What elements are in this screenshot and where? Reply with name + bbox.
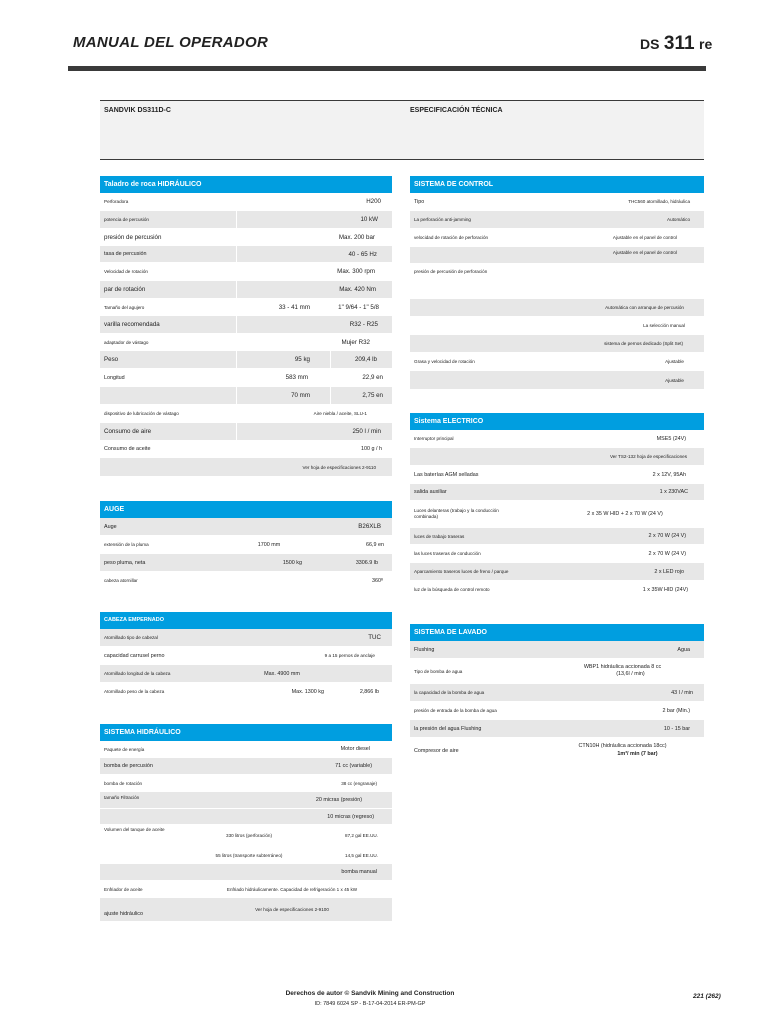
row-value: Ver TS2-132 hoja de especificaciones: [609, 454, 687, 459]
table-row: [410, 193, 704, 211]
section-title: CABEZA EMPERNADO: [100, 612, 392, 629]
table-row: [100, 741, 392, 758]
row-value: 1 x 35W HID (24V): [642, 586, 688, 593]
row-label: par de rotación: [104, 286, 146, 293]
row-value-metric: 95 kg: [294, 356, 310, 363]
machine-name: SANDVIK DS311D-C: [104, 107, 171, 114]
row-label: Tipo de bomba de agua: [414, 668, 463, 674]
row-label: Las baterías AGM selladas: [414, 471, 479, 478]
row-label: Tamaño del agujero: [104, 304, 145, 310]
table-row: [100, 864, 392, 881]
section-auge: [100, 501, 392, 590]
row-label: capacidad carrusel perno: [104, 652, 165, 659]
row-value: Ajustable: [665, 377, 684, 383]
table-row: [410, 448, 704, 466]
table-row: [410, 702, 704, 720]
table-row: [410, 720, 704, 738]
section-title: SISTEMA HIDRÁULICO: [100, 724, 392, 741]
row-label: [414, 335, 549, 352]
document-title: MANUAL DEL OPERADOR: [73, 34, 269, 51]
table-row: [100, 554, 392, 572]
table-row: [410, 264, 704, 299]
row-value: B26XLB: [358, 523, 381, 530]
row-value: THC560 atornillado, hidráulica: [628, 199, 690, 204]
spec-header-band: [100, 100, 704, 160]
row-value-imperial: 209,4 lb: [354, 356, 377, 363]
row-value-imperial: 2,866 lb: [359, 688, 379, 695]
table-row: [100, 263, 392, 281]
row-value: Max. 420 Nm: [339, 286, 376, 293]
row-label: Interruptor principal: [414, 436, 454, 441]
row-value: [550, 264, 680, 298]
table-row: [410, 659, 704, 684]
row-label: varilla recomendada: [104, 321, 160, 328]
row-label: [104, 458, 234, 476]
row-value: 250 l / min: [352, 428, 381, 435]
row-value: MSE5 (24V): [656, 435, 686, 442]
row-value: 2 x 70 W (24 V): [648, 550, 686, 557]
row-value: 1 x 230VAC: [659, 489, 688, 495]
row-label: peso pluma, neta: [104, 559, 146, 566]
row-label: bomba de rotación: [104, 780, 143, 786]
table-row: [100, 775, 392, 792]
table-row: [100, 423, 392, 441]
row-value: Automática con arranque de percusión: [605, 305, 684, 310]
table-row: [410, 484, 704, 501]
row-label: ajuste hidráulico: [104, 911, 143, 917]
section-lavado: [410, 624, 704, 764]
row-value: Max. 200 bar: [338, 233, 375, 241]
row-label: Consumo de aire: [104, 428, 152, 435]
row-value-metric: 1700 mm: [257, 541, 281, 548]
table-row: [100, 299, 392, 316]
table-row: [410, 335, 704, 353]
table-row: [410, 684, 704, 702]
row-value: La selección manual: [643, 323, 685, 328]
row-value-secondary: 1m³/ min (7 bar): [617, 750, 658, 757]
table-row: [100, 458, 392, 477]
row-value: 40 - 65 Hz: [348, 250, 377, 258]
row-label: dispositivo de lubricación de vástago: [104, 411, 179, 416]
row-label: bomba de percusión: [104, 763, 153, 769]
section-title: SISTEMA DE LAVADO: [410, 624, 704, 641]
table-row: [100, 758, 392, 775]
row-label: Consumo de aceite: [104, 446, 151, 452]
row-value-group: [550, 738, 695, 763]
model-label: [640, 33, 712, 55]
row-value: Ajustable: [665, 359, 684, 364]
table-row: [410, 430, 704, 448]
table-row: [100, 405, 392, 423]
row-value: 43 l / min: [671, 689, 693, 696]
row-label: Atornillado peso de la cabeza: [104, 689, 165, 694]
row-value: 2 x 70 W (24 V): [648, 533, 686, 539]
table-row: [100, 369, 392, 387]
table-row: [100, 316, 392, 334]
model-prefix: DS: [640, 36, 660, 52]
table-row: [100, 211, 392, 229]
row-value: 360º: [372, 577, 383, 584]
row-label: luces de trabajo traseras: [414, 533, 465, 539]
table-row: [410, 528, 704, 545]
row-label: [104, 864, 192, 880]
section-title: Sistema ELECTRICO: [410, 413, 704, 430]
row-label: Compresor de aire: [414, 747, 459, 754]
table-row: [100, 441, 392, 458]
table-row: [100, 229, 392, 246]
row-label: extensión de la pluma: [104, 542, 149, 547]
row-value: CTN10H (hidráulica accionada 18cc): [578, 742, 667, 749]
row-label: Velocidad de rotación: [104, 269, 148, 274]
row-value-secondary: (13,6l / min): [616, 671, 645, 677]
row-value: 10 - 15 bar: [663, 725, 690, 732]
row-value: 20 micras (presión): [315, 797, 362, 803]
row-value: Motor diesel: [340, 746, 370, 752]
row-value: 9 a 15 pernos de anclaje: [324, 653, 375, 658]
row-label: [414, 247, 549, 263]
row-value: 71 cc (variable): [335, 763, 372, 769]
table-row: [410, 299, 704, 317]
row-label: adaptador de vástago: [104, 339, 149, 345]
row-value: Ajustable en el panel de control: [612, 250, 677, 255]
row-value: Agua: [677, 646, 690, 653]
row-label: tamaño Filtración: [104, 795, 140, 800]
row-value: Enfriado hidráulicamente. Capacidad de refrigeración 1 x 45 kW: [226, 886, 358, 892]
row-value: 10 kW: [360, 216, 378, 223]
row-value-metric: 330 litros (perforación): [226, 833, 272, 838]
row-label: tasa de percusión: [104, 251, 147, 257]
table-row: [410, 738, 704, 764]
table-row: [100, 193, 392, 211]
table-row: [100, 647, 392, 665]
row-value: R32 - R25: [349, 321, 378, 328]
footer-copyright: Derechos de autor © Sandvik Mining and Construction: [285, 990, 455, 997]
table-row: [100, 536, 392, 554]
table-row: [410, 581, 704, 599]
row-label: luz de la búsqueda de control remoto: [414, 587, 490, 592]
row-label: [104, 809, 192, 824]
row-value: 2 x 35 W HID + 2 x 70 W (24 V): [587, 511, 663, 517]
table-row: [410, 353, 704, 371]
section-taladro: [100, 176, 392, 477]
row-label: Aparcamiento traseros luces de freno / parque: [414, 569, 509, 574]
row-value-group: [550, 659, 695, 683]
row-value-metric: 33 - 41 mm: [278, 303, 310, 311]
row-value-imperial: 1" 9/64 - 1" 5/8: [338, 303, 379, 311]
table-row: [100, 809, 392, 825]
row-value-metric: 1500 kg: [282, 559, 302, 566]
row-label: [414, 317, 549, 334]
row-value: WBP1 hidráulica accionada 8 cc: [583, 663, 662, 670]
table-row: [410, 545, 704, 563]
row-value-metric: 70 mm: [291, 392, 310, 399]
row-label: [104, 847, 192, 863]
table-row: [410, 229, 704, 247]
table-row: [100, 847, 392, 864]
table-row: [410, 501, 704, 528]
row-value: 10 micras (regreso): [327, 813, 374, 820]
row-label: Auge: [104, 523, 117, 530]
row-label: cabeza atornillar: [104, 578, 138, 583]
page-number: 221 (262): [693, 993, 721, 1000]
footer-doc-id: ID: 7849 6024 SP - B-17-04-2014 ER-PM-GP: [314, 1001, 426, 1007]
row-value: 2 x 12V, 95Ah: [652, 471, 686, 478]
row-label: [414, 371, 549, 389]
row-label: Grasa y velocidad de rotación: [414, 359, 475, 364]
row-value: sistema de pernos dedicado (Split Set): [604, 341, 683, 346]
row-value: Automático: [667, 217, 690, 222]
table-row: [100, 629, 392, 647]
section-cabeza: [100, 612, 392, 701]
row-value-metric: 583 mm: [285, 374, 308, 381]
table-row: [100, 334, 392, 351]
row-value: 2 bar (Min.): [662, 707, 690, 714]
row-value: Aire niebla / aceite, SLU-1: [313, 411, 367, 416]
row-label: potencia de percusión: [104, 217, 149, 222]
row-value-metric: 55 litros (transporte subterráneo): [215, 852, 283, 858]
row-label: Volumen del tanque de aceite: [104, 827, 165, 832]
table-row: [100, 351, 392, 369]
row-value: Mujer R32: [341, 338, 370, 346]
section-electrico: [410, 413, 704, 599]
header-divider: [68, 66, 706, 71]
row-value-imperial: 2,75 en: [362, 392, 383, 399]
row-label: [414, 299, 549, 316]
row-label: [104, 387, 234, 404]
row-value: 2 x LED rojo: [654, 568, 684, 575]
table-row: [410, 317, 704, 335]
section-title: SISTEMA DE CONTROL: [410, 176, 704, 193]
table-row: [410, 563, 704, 581]
row-label: la capacidad de la bomba de agua: [414, 690, 485, 695]
section-title: Taladro de roca HIDRÁULICO: [100, 176, 392, 193]
row-label: Atornillado tipo de cabezal: [104, 635, 158, 640]
row-label: [414, 448, 549, 465]
row-label: Flushing: [414, 646, 435, 653]
row-value: Ver hoja de especificaciones 2-9110: [302, 464, 376, 470]
table-row: [100, 898, 392, 922]
row-label: presión de percusión: [104, 233, 162, 241]
row-value: bomba manual: [341, 869, 377, 875]
table-row: [100, 387, 392, 405]
table-row: [100, 881, 392, 898]
row-label: Luces delanteras (trabajo y la conducción combinada): [414, 508, 499, 519]
row-value-imperial: 14,5 gal EE.UU.: [345, 852, 378, 858]
row-label: Tipo: [414, 198, 425, 205]
row-value: Ajustable en el panel de control: [612, 235, 677, 240]
row-label: presión de entrada de la bomba de agua: [414, 708, 497, 713]
row-label: Longitud: [104, 374, 125, 381]
row-value-imperial: 66,9 en: [366, 541, 384, 548]
spec-heading: ESPECIFICACIÓN TÉCNICA: [410, 107, 503, 114]
table-row: [100, 683, 392, 701]
row-label: La perforación anti-jamming: [414, 217, 471, 222]
row-value-metric: Max. 1300 kg: [291, 688, 324, 695]
row-label: salida auxiliar: [414, 489, 447, 495]
row-label: la presión del agua Flushing: [414, 725, 482, 732]
row-value: Max. 4900 mm: [264, 670, 300, 677]
section-title: AUGE: [100, 501, 392, 518]
section-hidraulico: [100, 724, 392, 922]
table-row: [100, 246, 392, 263]
table-row: [410, 466, 704, 484]
table-row: [100, 665, 392, 683]
row-value: Max. 300 rpm: [337, 268, 375, 275]
section-control: [410, 176, 704, 390]
table-row: [100, 518, 392, 536]
row-value: H200: [366, 198, 381, 205]
table-row: [100, 792, 392, 809]
row-value-imperial: 87,2 gal EE.UU.: [345, 833, 378, 838]
row-value-imperial: 3306.9 lb: [355, 559, 378, 566]
row-value-imperial: 22,9 en: [362, 374, 383, 381]
table-row: [410, 247, 704, 264]
model-suffix: re: [699, 36, 713, 52]
row-label: velocidad de rotación de perforación: [414, 235, 489, 240]
table-row: [410, 371, 704, 390]
row-label: Atornillado longitud de la cabeza: [104, 671, 171, 676]
row-label: Paquete de energía: [104, 746, 145, 752]
row-value: 38 cc (engranaje): [341, 780, 377, 786]
row-label: Enfriador de aceite: [104, 886, 143, 892]
row-label: Peso: [104, 356, 119, 363]
row-value: TUC: [368, 634, 381, 641]
row-value: Ver hoja de especificaciones 2-9100: [255, 907, 329, 912]
table-row: [100, 825, 392, 847]
row-label: Perforadora: [104, 199, 129, 204]
table-row: [100, 572, 392, 590]
table-row: [410, 641, 704, 659]
row-label: presión de percusión de perforación: [414, 269, 488, 274]
table-row: [100, 281, 392, 299]
model-number: 311: [663, 33, 695, 54]
table-row: [410, 211, 704, 229]
row-label: las luces traseras de conducción: [414, 551, 481, 556]
row-value: 100 g / h: [361, 446, 382, 452]
